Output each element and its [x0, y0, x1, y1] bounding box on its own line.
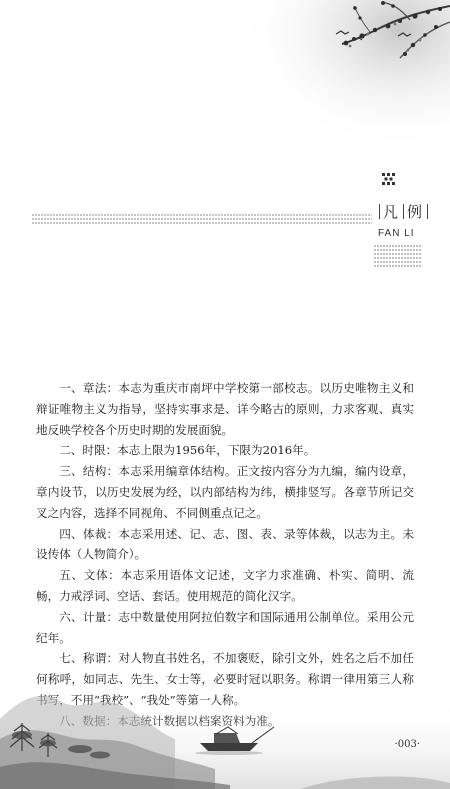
title-rule-left [32, 212, 372, 226]
title-divider [403, 204, 404, 219]
section-subtitle: FAN LI [378, 228, 415, 239]
title-divider [427, 204, 428, 219]
title-rule-right [374, 244, 422, 270]
ink-landscape-art [0, 639, 450, 789]
title-char-1: 凡 [383, 202, 401, 221]
paragraph-time-limit: 二、时限：本志上限为1956年，下限为2016年。 [59, 443, 316, 458]
ink-blossom-branch-art [250, 0, 450, 150]
paragraph-structure: 三、结构：本志采用编章体结构。正文按内容分为九编，编内设章，章内设节，以历史发展为经，以内部结构为纬，横排竖写。各章节所记交叉之内容，选择不同视角、不同侧重点记之。 [36, 464, 414, 520]
paragraph-measurement: 六、计量：志中数量使用阿拉伯数字和国际通用公制单位。采用公元纪年。 [36, 609, 414, 645]
title-divider [379, 204, 380, 219]
decorative-knot-icon [381, 172, 397, 186]
section-title [376, 200, 431, 222]
paragraph-genre: 四、体裁：本志采用述、记、志、图、表、录等体裁，以志为主。未设传体（人物简介）。 [36, 526, 414, 562]
paragraph-style: 五、文体：本志采用语体文记述，文字力求准确、朴实、简明、流畅，力戒浮词、空话、套话。使用规范的简化汉字。 [36, 568, 414, 603]
paragraph-rules: 一、章法：本志为重庆市南坪中学校第一部校志。以历史唯物主义和辩证唯物主义为指导，坚持实事求是、详今略古的原则，力求客观、真实地反映学校各个历史时期的发展面貌。 [36, 381, 414, 437]
title-char-2: 例 [407, 202, 425, 221]
paragraph-naming: 七、称谓：对人物直书姓名，不加褒贬，除引文外，姓名之后不加任何称呼，如同志、先生、女士等，必要时冠以职务。称谓一律用第三人称 [36, 651, 414, 687]
page-number: ·003· [394, 739, 420, 750]
